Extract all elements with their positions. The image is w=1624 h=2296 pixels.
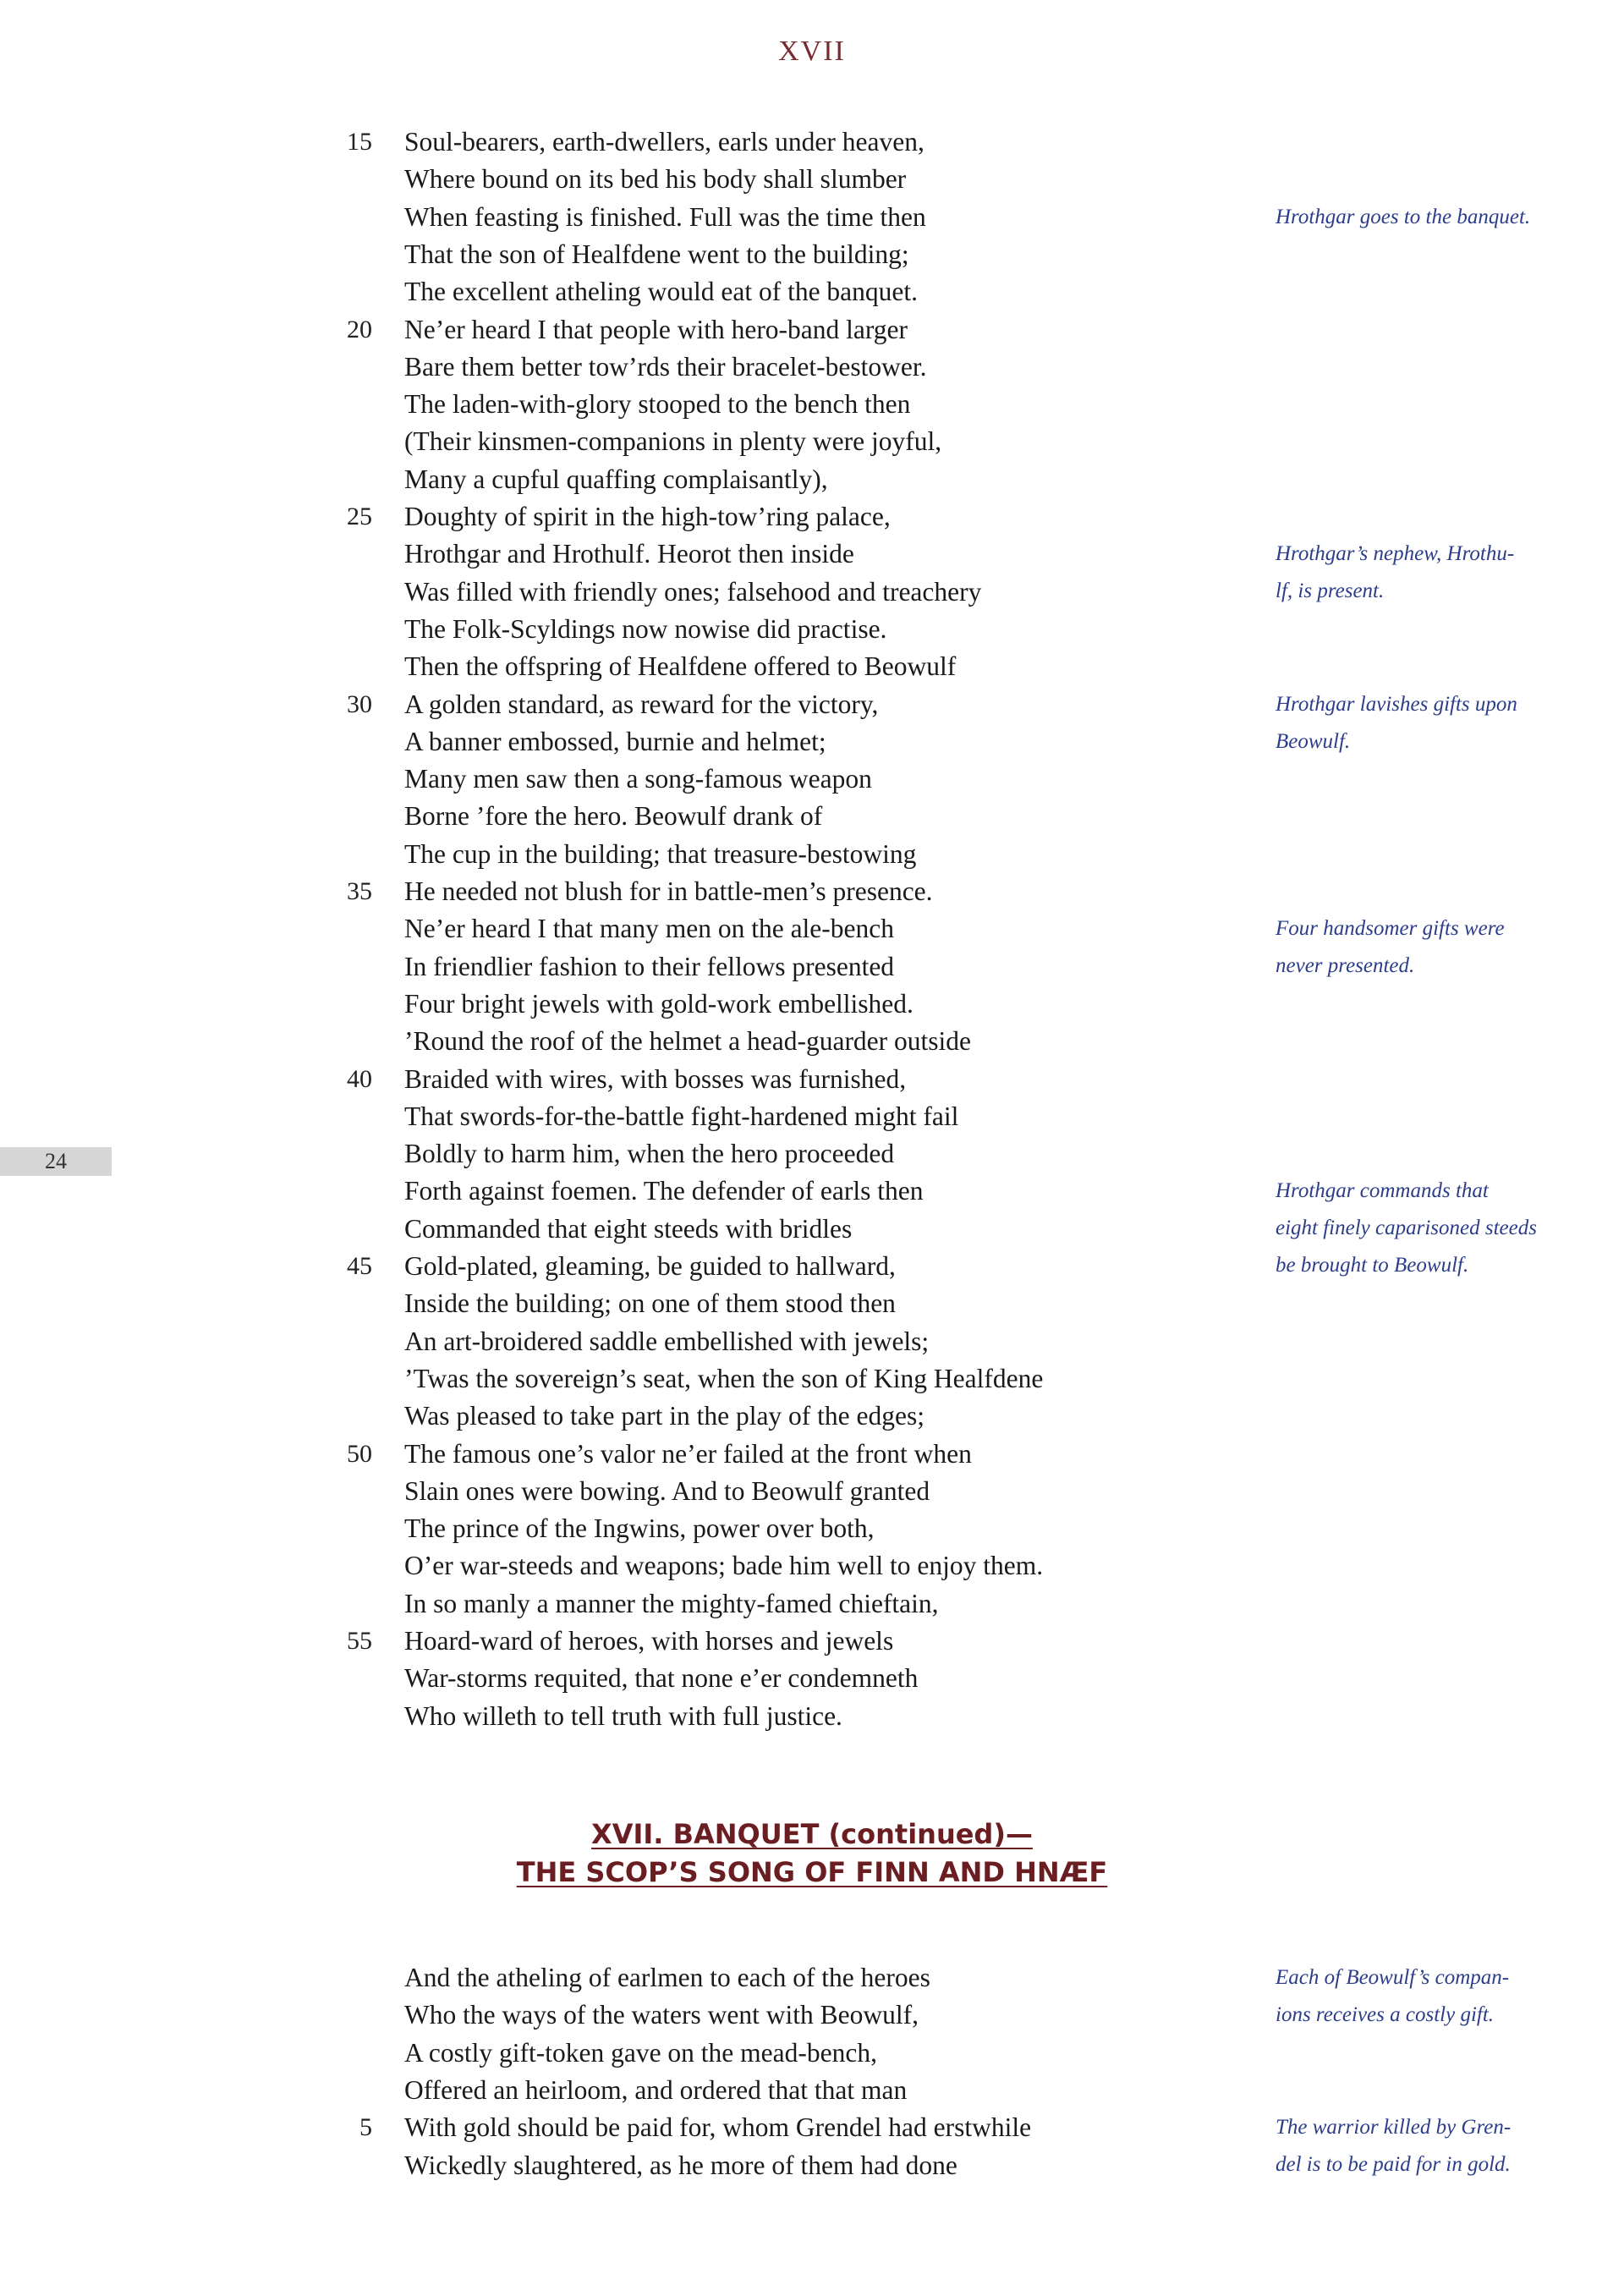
verse-line [0, 1660, 1624, 1697]
verse-text: Many a cupful quaffing complaisantly), [404, 464, 828, 494]
verse-line [0, 1098, 1624, 1135]
verse-text: Braided with wires, with bosses was furnished, [404, 1063, 907, 1094]
verse-text: ’Round the roof of the helmet a head-guarder outside [404, 1026, 972, 1057]
verse-line [0, 1585, 1624, 1623]
line-number: 50 [347, 1439, 372, 1468]
marginal-gloss [1276, 2109, 1546, 2183]
verse-text: (Their kinsmen-companions in plenty were joyful, [404, 426, 942, 457]
verse-line [0, 986, 1624, 1023]
verse-line [0, 386, 1624, 423]
verse-text: Soul-bearers, earth-dwellers, earls under heaven, [404, 127, 924, 157]
verse-line [0, 1323, 1624, 1360]
verse-text: Ne’er heard I that many men on the ale-bench [404, 914, 894, 944]
gloss-line: Hrothgar commands that [1276, 1179, 1489, 1203]
gloss-line: never presented. [1276, 954, 1415, 978]
verse-line [0, 1360, 1624, 1398]
verse-text: With gold should be paid for, whom Grendel had erstwhile [404, 2112, 1032, 2143]
verse-text: Hoard-ward of heroes, with horses and jewels [404, 1626, 894, 1656]
marginal-gloss [1276, 1959, 1546, 2034]
line-number: 55 [347, 1627, 372, 1655]
verse-text: He needed not blush for in battle-men’s presence. [404, 876, 933, 906]
verse-text: Borne ’fore the hero. Beowulf drank of [404, 801, 823, 832]
verse-text: The laden-with-glory stooped to the bench then [404, 389, 911, 420]
verse-text: The Folk-Scyldings now nowise did practise. [404, 613, 887, 644]
gloss-line: Hrothgar lavishes gifts upon [1276, 692, 1517, 716]
verse-text: The famous one’s valor ne’er failed at the front when [404, 1438, 972, 1469]
line-number: 45 [347, 1252, 372, 1280]
verse-text: Forth against foemen. The defender of earls then [404, 1176, 924, 1206]
running-head: XVII [778, 36, 846, 67]
verse-line [0, 498, 1624, 536]
chapter-heading [0, 1815, 1624, 1892]
verse-text: O’er war-steeds and weapons; bade him well to enjoy them. [404, 1551, 1044, 1581]
verse-text: Hrothgar and Hrothulf. Heorot then inside [404, 539, 854, 569]
marginal-gloss [1276, 686, 1546, 761]
gloss-line: lf, is present. [1276, 579, 1385, 603]
verse-line [0, 798, 1624, 835]
verse-text: Slain ones were bowing. And to Beowulf granted [404, 1475, 930, 1506]
verse-line [0, 161, 1624, 198]
gloss-line: Hrothgar’s nephew, Hrothu- [1276, 542, 1515, 566]
gloss-line: Each of Beowulf’s compan- [1276, 1966, 1510, 1989]
gloss-line: eight finely caparisoned steeds [1276, 1217, 1537, 1240]
verse-line [0, 1061, 1624, 1098]
verse-line [0, 273, 1624, 310]
verse-text: In friendlier fashion to their fellows presented [404, 951, 895, 981]
verse-text: Who the ways of the waters went with Beowulf, [404, 2000, 919, 2030]
verse-line [0, 2072, 1624, 2109]
gloss-line: be brought to Beowulf. [1276, 1254, 1469, 1277]
verse-line [0, 1547, 1624, 1585]
verse-line [0, 124, 1624, 161]
line-number: 20 [347, 315, 372, 343]
verse-text: Ne’er heard I that people with hero-band larger [404, 314, 908, 344]
verse-text: Who willeth to tell truth with full justice. [404, 1700, 842, 1731]
verse-line [0, 873, 1624, 910]
verse-line [0, 836, 1624, 873]
chapter-heading-line-1: XVII. BANQUET (continued)— [591, 1818, 1033, 1850]
verse-line [0, 236, 1624, 273]
gloss-line: Four handsomer gifts were [1276, 917, 1505, 941]
verse-text: When feasting is finished. Full was the time then [404, 201, 926, 232]
verse-text: In so manly a manner the mighty-famed chieftain, [404, 1588, 939, 1618]
gloss-line: Hrothgar goes to the banquet. [1276, 205, 1531, 228]
verse-line [0, 311, 1624, 349]
verse-line [0, 1623, 1624, 1660]
line-number: 30 [347, 689, 372, 718]
verse-line [0, 1436, 1624, 1473]
verse-text: War-storms requited, that none e’er condemneth [404, 1663, 919, 1694]
line-number: 5 [359, 2113, 372, 2142]
line-number: 15 [347, 128, 372, 156]
verse-line [0, 611, 1624, 648]
verse-text: A costly gift-token gave on the mead-bench, [404, 2037, 877, 2068]
gloss-line: The warrior killed by Gren- [1276, 2116, 1512, 2139]
verse-text: Boldly to harm him, when the hero proceeded [404, 1139, 895, 1169]
marginal-gloss [1276, 1173, 1546, 1284]
verse-text: Commanded that eight steeds with bridles [404, 1213, 853, 1244]
verse-line [0, 1285, 1624, 1322]
verse-text: Gold-plated, gleaming, be guided to hallward, [404, 1251, 896, 1281]
verse-text: Was filled with friendly ones; falsehood and treachery [404, 576, 982, 607]
verse-text: Doughty of spirit in the high-tow’ring palace, [404, 502, 891, 531]
verse-text: The excellent atheling would eat of the banquet. [404, 277, 919, 307]
verse-line [0, 349, 1624, 386]
marginal-gloss [1276, 910, 1546, 985]
verse-text: And the atheling of earlmen to each of the heroes [404, 1963, 930, 1992]
verse-line [0, 423, 1624, 460]
line-number: 35 [347, 877, 372, 905]
verse-text: An art-broidered saddle embellished with jewels; [404, 1326, 930, 1356]
verse-text: ’Twas the sovereign’s seat, when the son of King Healfdene [404, 1363, 1044, 1393]
verse-line [0, 461, 1624, 498]
verse-text: Four bright jewels with gold-work embellished. [404, 988, 914, 1019]
verse-text: Wickedly slaughtered, as he more of them had done [404, 2150, 957, 2180]
verse-text: Then the offspring of Healfdene offered to Beowulf [404, 651, 957, 682]
verse-line [0, 2035, 1624, 2072]
verse-text: The prince of the Ingwins, power over both, [404, 1513, 875, 1544]
marginal-gloss [1276, 199, 1546, 236]
verse-text: Many men saw then a song-famous weapon [404, 764, 872, 794]
page-number: 24 [0, 1147, 112, 1176]
chapter-heading-line-2: THE SCOP’S SONG OF FINN AND HNÆF [516, 1856, 1108, 1888]
verse-line [0, 1135, 1624, 1173]
verse-text: Was pleased to take part in the play of the edges; [404, 1401, 925, 1431]
verse-line [0, 1398, 1624, 1435]
verse-text: That the son of Healfdene went to the building; [404, 239, 909, 269]
line-number: 25 [347, 503, 372, 530]
verse-text: Bare them better tow’rds their bracelet-bestower. [404, 351, 927, 382]
verse-text: Where bound on its bed his body shall slumber [404, 164, 907, 195]
verse-line [0, 761, 1624, 798]
verse-text: The cup in the building; that treasure-bestowing [404, 838, 917, 869]
verse-line [0, 1698, 1624, 1735]
verse-text: A golden standard, as reward for the victory, [404, 689, 879, 719]
line-number: 40 [347, 1064, 372, 1093]
verse-line [0, 648, 1624, 685]
verse-text: Inside the building; on one of them stood then [404, 1288, 896, 1319]
gloss-line: del is to be paid for in gold. [1276, 2153, 1511, 2177]
verse-line [0, 1473, 1624, 1510]
verse-line [0, 1510, 1624, 1547]
verse-text: That swords-for-the-battle fight-hardened might fail [404, 1101, 959, 1131]
verse-text: Offered an heirloom, and ordered that that man [404, 2074, 908, 2105]
verse-line [0, 1023, 1624, 1060]
gloss-line: ions receives a costly gift. [1276, 2003, 1495, 2026]
verse-text: A banner embossed, burnie and helmet; [404, 726, 826, 756]
gloss-line: Beowulf. [1276, 729, 1351, 753]
marginal-gloss [1276, 536, 1546, 610]
